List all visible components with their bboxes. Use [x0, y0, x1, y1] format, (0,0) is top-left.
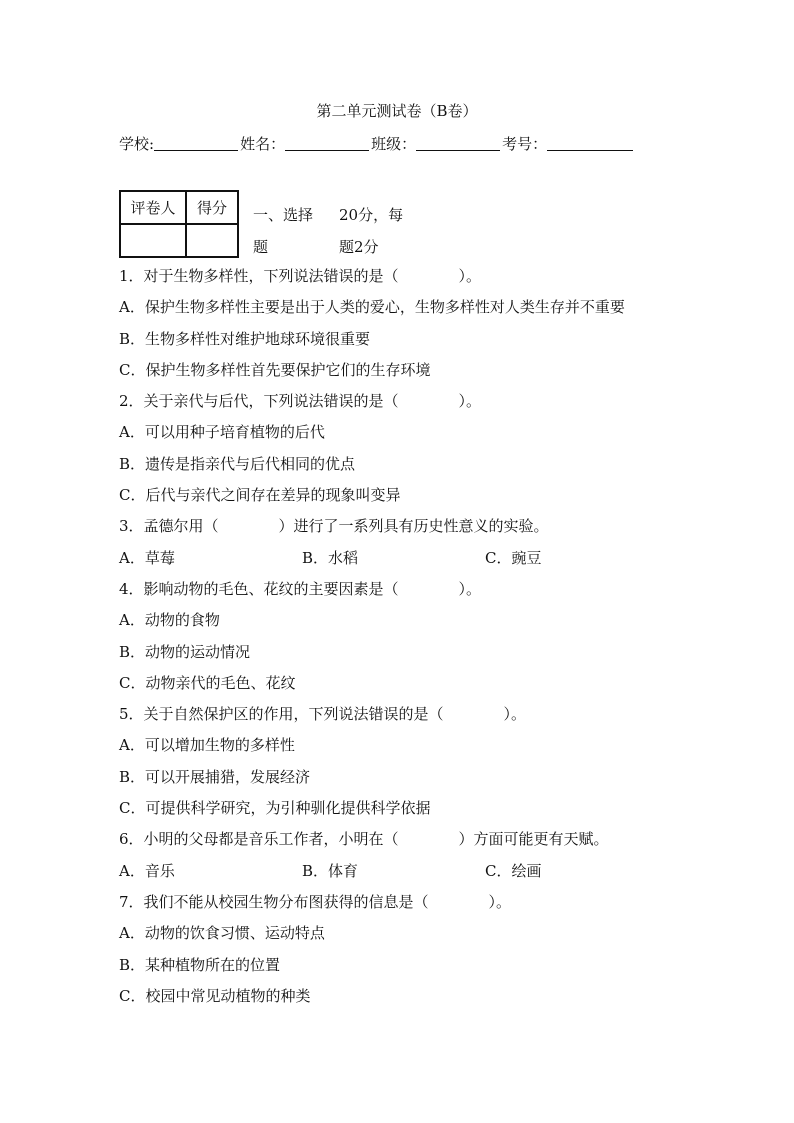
- question-5: 5．关于自然保护区的作用，下列说法错误的是（ ）。: [119, 705, 527, 724]
- question-3-option-c[interactable]: C．豌豆: [485, 548, 542, 567]
- class-label: 班级：: [371, 135, 417, 153]
- section-heading-part: 题2分: [339, 238, 379, 256]
- question-4-option-a[interactable]: A．动物的食物: [119, 611, 220, 630]
- question-2: 2．关于亲代与后代，下列说法错误的是（ ）。: [119, 392, 482, 411]
- grader-header: 评卷人: [120, 191, 186, 224]
- question-6-option-c[interactable]: C．绘画: [485, 861, 542, 880]
- score-cell[interactable]: [186, 224, 238, 257]
- name-blank[interactable]: [285, 134, 369, 151]
- question-5-option-b[interactable]: B．可以开展捕猎，发展经济: [119, 767, 311, 786]
- question-1: 1．对于生物多样性，下列说法错误的是（ ）。: [119, 267, 482, 285]
- question-2-option-b[interactable]: B．遗传是指亲代与后代相同的优点: [119, 454, 356, 473]
- grader-score-table: [119, 190, 239, 258]
- question-4: 4．影响动物的毛色、花纹的主要因素是（ ）。: [119, 579, 482, 598]
- question-7-option-b[interactable]: B．某种植物所在的位置: [119, 955, 281, 974]
- question-2-option-c[interactable]: C．后代与亲代之间存在差异的现象叫变异: [119, 486, 401, 505]
- school-blank[interactable]: [154, 134, 238, 151]
- exam-number-blank[interactable]: [547, 134, 633, 151]
- question-5-option-c[interactable]: C．可提供科学研究，为引种驯化提供科学依据: [119, 799, 431, 818]
- question-1-option-b[interactable]: B．生物多样性对维护地球环境很重要: [119, 329, 371, 348]
- question-6-option-b[interactable]: B．体育: [302, 861, 359, 880]
- question-7: 7．我们不能从校园生物分布图获得的信息是（ ）。: [119, 892, 512, 911]
- question-6-options: [119, 856, 679, 887]
- question-2-option-a[interactable]: A．可以用种子培育植物的后代: [119, 423, 325, 442]
- question-4-option-c[interactable]: C．动物亲代的毛色、花纹: [119, 673, 296, 692]
- question-3: 3．孟德尔用（ ）进行了一系列具有历史性意义的实验。: [119, 517, 549, 536]
- score-header: 得分: [186, 191, 238, 224]
- question-1-option-c[interactable]: C．保护生物多样性首先要保护它们的生存环境: [119, 360, 431, 379]
- name-label: 姓名：: [240, 135, 286, 153]
- exam-number-label: 考号：: [502, 135, 548, 153]
- school-label: 学校:: [119, 135, 155, 153]
- question-3-options: [119, 543, 679, 574]
- grader-cell[interactable]: [120, 224, 186, 257]
- section-heading-part: 一、选择: [253, 206, 314, 224]
- question-3-option-a[interactable]: A．草莓: [119, 548, 175, 567]
- question-3-option-b[interactable]: B．水稻: [302, 548, 359, 567]
- question-7-option-a[interactable]: A．动物的饮食习惯、运动特点: [119, 924, 325, 943]
- question-7-option-c[interactable]: C．校园中常见动植物的种类: [119, 986, 311, 1005]
- student-info-row: [119, 133, 679, 154]
- section-heading-part: 题: [253, 238, 269, 256]
- question-4-option-b[interactable]: B．动物的运动情况: [119, 642, 251, 661]
- section-heading-part: 20分，每: [339, 206, 404, 224]
- class-blank[interactable]: [416, 134, 500, 151]
- section-heading: [253, 199, 403, 263]
- question-1-option-a[interactable]: A．保护生物多样性主要是出于人类的爱心，生物多样性对人类生存并不重要: [119, 298, 625, 317]
- question-5-option-a[interactable]: A．可以增加生物的多样性: [119, 736, 295, 755]
- question-list: [119, 261, 679, 1012]
- page-title: 第二单元测试卷（B卷）: [316, 102, 478, 120]
- question-6-option-a[interactable]: A．音乐: [119, 861, 175, 880]
- question-6: 6．小明的父母都是音乐工作者，小明在（ ）方面可能更有天赋。: [119, 830, 609, 849]
